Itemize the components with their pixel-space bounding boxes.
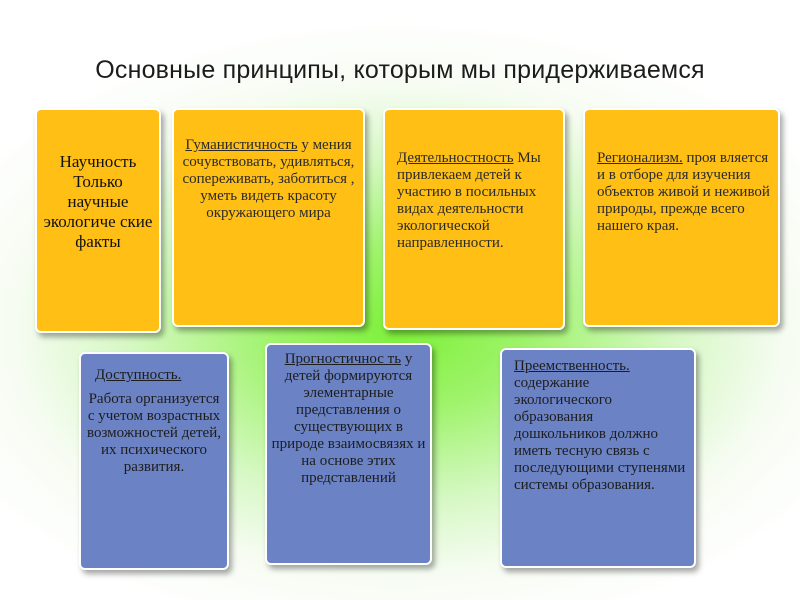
principle-heading: Регионализм. xyxy=(597,150,683,166)
principle-heading: Прогностичнос ть xyxy=(284,351,402,367)
principle-heading: Доступность. xyxy=(95,367,182,383)
principle-text: Работа организуется с учетом возрастных возможностей детей, их психического развития. xyxy=(86,391,221,475)
principle-box-continuity xyxy=(500,348,696,568)
principle-box-activity xyxy=(383,108,565,330)
principle-box-humanistic xyxy=(172,108,365,327)
principle-text: проя вляется и в отборе для изучения объектов живой и неживой природы, прежде всего нашего края. xyxy=(597,150,770,234)
principle-heading: Гуманистичность xyxy=(185,137,298,153)
principle-box-accessibility xyxy=(79,352,229,570)
principle-text: содержание экологического образования дошкольников должно иметь тесную связь с последующими ступенями системы образования. xyxy=(514,375,686,493)
principle-box-scientific xyxy=(35,108,161,333)
principle-box-regionalism xyxy=(583,108,780,327)
principle-heading: Преемственность. xyxy=(514,358,630,374)
principle-heading: Деятельностность xyxy=(397,150,514,166)
principle-text: у мения сочувствовать, удивляться, сопереживать, заботиться , уметь видеть красоту окружающего мира xyxy=(182,137,355,221)
principle-text: у детей формируются элементарные представления о существующих в природе взаимосвязях и на основе этих представлений xyxy=(271,351,426,486)
slide-title: Основные принципы, которым мы придерживаемся xyxy=(95,56,705,84)
principle-text: Мы привлекаем детей к участию в посильных видах деятельности экологической направленности. xyxy=(397,150,541,251)
principle-text: Только научные экологиче ские факты xyxy=(43,172,153,251)
principle-heading: Научность xyxy=(59,152,137,171)
principle-box-prognostic xyxy=(265,343,432,565)
